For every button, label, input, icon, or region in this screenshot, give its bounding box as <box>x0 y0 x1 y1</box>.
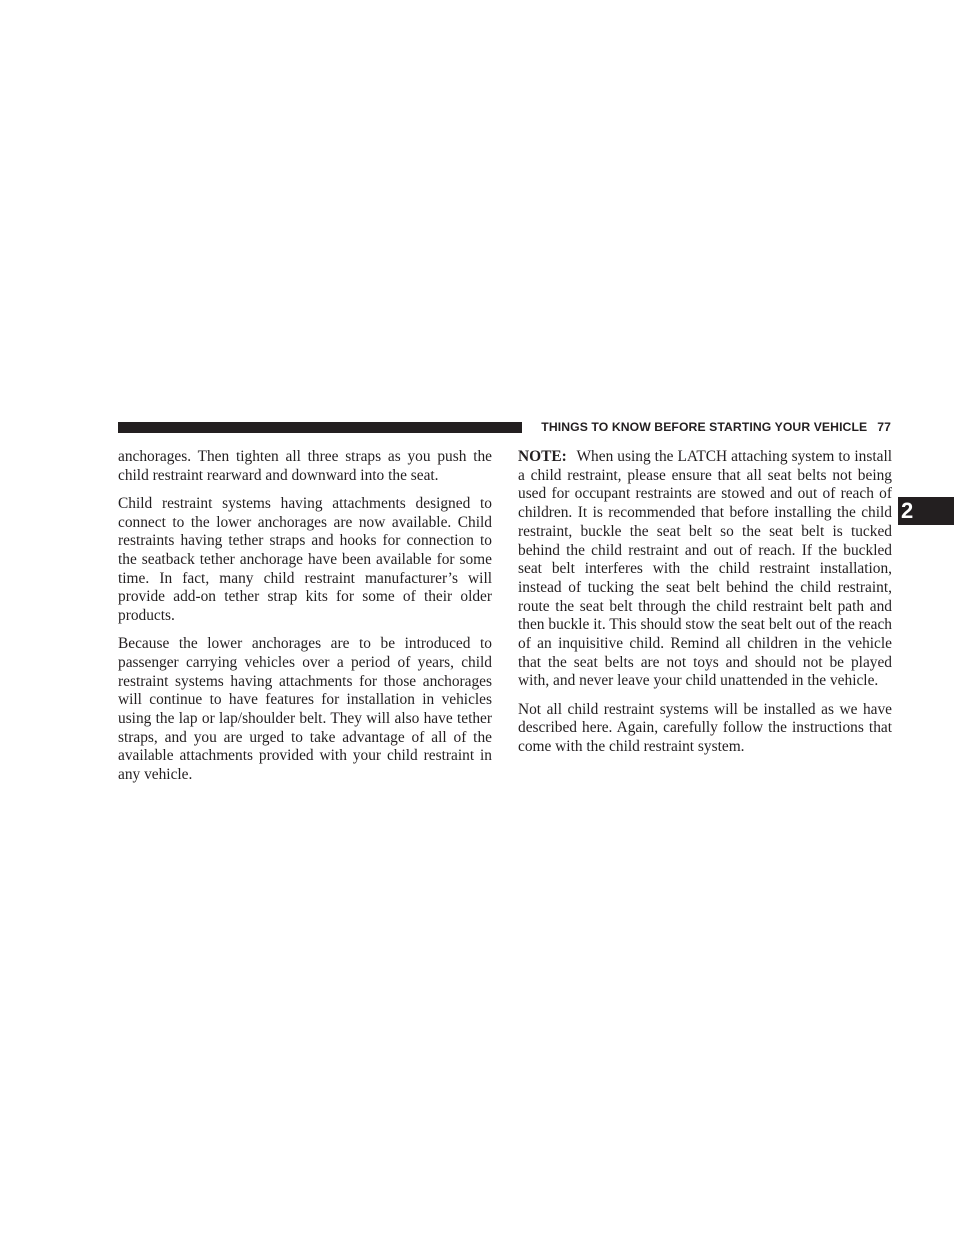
paragraph: Not all child restraint systems will be installed as we have described here. Again, carefully follow the instructions that come with the child restraint system. <box>518 700 892 755</box>
header-rule <box>118 422 522 433</box>
paragraph: Because the lower anchorages are to be introduced to passenger carrying vehicles over a period of years, child restraint systems having attachments for those anchorages will continue to have features for installation in vehicles using the lap or lap/shoulder belt. They will also have tether straps, and you are urged to take advantage of all of the available attachments provided with your child restraint in any vehicle. <box>118 635 492 784</box>
section-title: THINGS TO KNOW BEFORE STARTING YOUR VEHICLE <box>541 420 868 434</box>
paragraph: Child restraint systems having attachments designed to connect to the lower anchorages are now available. Child restraints having tether straps and hooks for connection to the seatback tether anchorage have been available for some time. In fact, many child restraint manufacturer’s will provide add-on tether strap kits for some of their older products. <box>118 494 492 625</box>
note-text: When using the LATCH attaching system to install a child restraint, please ensure that all seat belts not being used for occupant restraints are stowed and out of reach of children. It is recommended that before installing the child restraint, buckle the seat belt so the seat belt is tucked behind the child restraint and out of reach. If the buckled seat belt interferes with the child restraint installation, instead of tucking the seat belt behind the child restraint, route the seat belt through the child restraint belt path and then buckle it. This should stow the seat belt out of the reach of an inquisitive child. Remind all children in the vehicle that the seat belts are not toys and should not be played with, and never leave your child unattended in the vehicle. <box>518 448 892 690</box>
paragraph: anchorages. Then tighten all three straps as you push the child restraint rearward and downward into the seat. <box>118 448 492 484</box>
running-header <box>530 419 891 435</box>
chapter-tab: 2 <box>898 497 954 525</box>
left-column <box>118 448 492 794</box>
note-paragraph <box>518 448 892 691</box>
note-label: NOTE: <box>518 448 567 465</box>
right-column <box>518 448 892 766</box>
page-number: 77 <box>877 420 891 434</box>
